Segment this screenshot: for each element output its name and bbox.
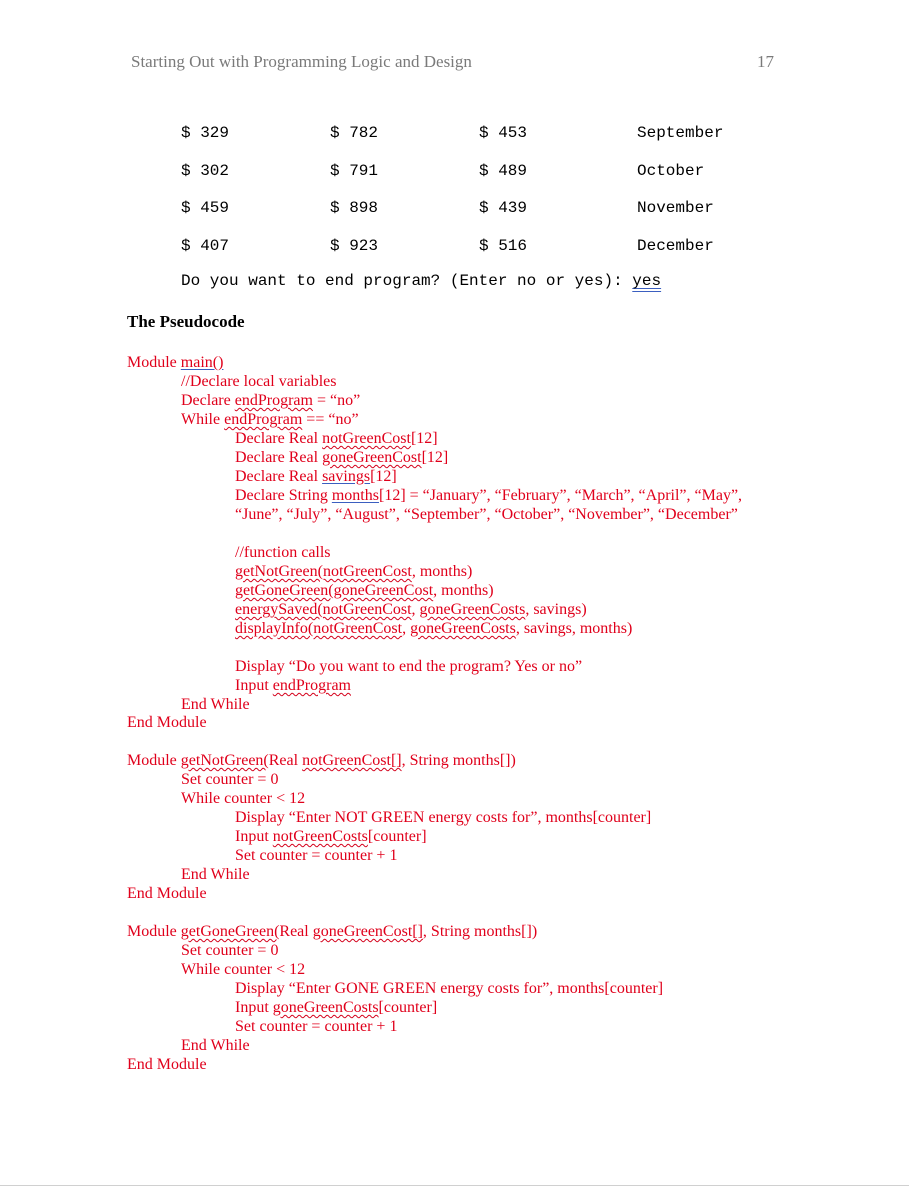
code-token: displayInfo(notGreenCost xyxy=(235,620,403,637)
code-line: End While xyxy=(181,696,250,713)
prompt-text: Do you want to end program? (Enter no or yes): xyxy=(181,272,633,290)
code-token: notGreenCost[] xyxy=(302,752,402,769)
code-line: Set counter = counter + 1 xyxy=(235,847,398,864)
code-line: Set counter = counter + 1 xyxy=(235,1018,398,1035)
code-token: main() xyxy=(180,354,224,371)
output-cell: $ 329 xyxy=(181,124,230,142)
code-token: notGreenCosts xyxy=(272,828,368,845)
code-line xyxy=(235,998,437,1017)
code-token: energySaved(notGreenCost xyxy=(235,601,412,618)
output-cell: $ 782 xyxy=(330,124,379,142)
code-line: End Module xyxy=(127,1056,207,1073)
code-text: Real xyxy=(279,923,313,940)
code-line: While counter < 12 xyxy=(181,961,306,978)
code-token: savings xyxy=(322,468,371,485)
code-text: , xyxy=(411,601,420,618)
code-text: Declare Real xyxy=(235,449,323,466)
code-line: End Module xyxy=(127,714,207,731)
code-text: == “no” xyxy=(302,411,359,428)
output-cell: $ 439 xyxy=(479,199,528,217)
code-token: goneGreenCost[] xyxy=(312,923,423,940)
code-text: Declare String xyxy=(235,487,332,504)
code-line: Set counter = 0 xyxy=(181,942,279,959)
running-header-title: Starting Out with Programming Logic and Design xyxy=(131,52,472,71)
code-text: , months) xyxy=(411,563,473,580)
end-program-prompt xyxy=(181,272,661,290)
code-text: [12] xyxy=(370,468,397,485)
code-text: Module xyxy=(127,354,181,371)
section-heading: The Pseudocode xyxy=(127,312,245,331)
code-line xyxy=(235,600,587,619)
code-line: End Module xyxy=(127,885,207,902)
code-text: [12] xyxy=(410,430,438,447)
code-text: Real xyxy=(268,752,303,769)
code-token: endProgram xyxy=(234,392,313,409)
code-line xyxy=(127,353,223,372)
code-token: goneGreenCosts xyxy=(419,601,526,618)
code-text: , savings, months) xyxy=(515,620,633,637)
code-text: Declare Real xyxy=(235,430,323,447)
code-text: Input xyxy=(235,999,273,1016)
code-text: Declare Real xyxy=(235,468,323,485)
code-text: Module xyxy=(127,923,181,940)
page-bottom-divider xyxy=(0,1185,909,1186)
code-line: //function calls xyxy=(235,544,331,561)
output-cell: $ 302 xyxy=(181,162,230,180)
output-cell: September xyxy=(637,124,724,142)
output-cell: $ 459 xyxy=(181,199,230,217)
code-token: endProgram xyxy=(272,677,351,694)
page-number: 17 xyxy=(757,52,774,71)
output-cell: $ 791 xyxy=(330,162,379,180)
code-line: End While xyxy=(181,1037,250,1054)
code-line xyxy=(235,429,438,448)
output-cell: $ 489 xyxy=(479,162,528,180)
code-token: goneGreenCosts xyxy=(272,999,379,1016)
code-token: notGreenCost xyxy=(322,430,411,447)
code-text: = “no” xyxy=(312,392,361,409)
output-cell: October xyxy=(637,162,705,180)
output-cell: $ 453 xyxy=(479,124,528,142)
code-text: , String months[]) xyxy=(422,923,538,940)
code-token: months xyxy=(331,487,379,504)
code-text: [counter] xyxy=(367,828,427,845)
prompt-answer: yes xyxy=(632,272,662,290)
code-text: , xyxy=(402,620,411,637)
code-line xyxy=(235,827,427,846)
code-line xyxy=(235,467,397,486)
output-cell: December xyxy=(637,237,714,255)
code-text: Input xyxy=(235,828,273,845)
code-line xyxy=(181,410,359,429)
code-line xyxy=(235,619,632,638)
code-line xyxy=(181,391,360,410)
code-text: While xyxy=(181,411,225,428)
code-line xyxy=(235,448,448,467)
code-text: [12] = “January”, “February”, “March”, “April”, “May”, xyxy=(378,487,743,504)
code-line: Display “Enter GONE GREEN energy costs for”, months[counter] xyxy=(235,980,664,997)
code-text: Input xyxy=(235,677,273,694)
code-text: , savings) xyxy=(525,601,587,618)
code-token: getNotGreen( xyxy=(180,752,269,769)
code-token: goneGreenCost xyxy=(322,449,422,466)
code-token: getGoneGreen( xyxy=(180,923,280,940)
code-token: getGoneGreen(goneGreenCost xyxy=(235,582,434,599)
code-token: endProgram xyxy=(224,411,303,428)
code-line: End While xyxy=(181,866,250,883)
code-line xyxy=(235,486,742,505)
code-token: goneGreenCosts xyxy=(410,620,516,637)
code-line: Set counter = 0 xyxy=(181,771,279,788)
code-line xyxy=(235,562,472,581)
code-line: Display “Enter NOT GREEN energy costs for”, months[counter] xyxy=(235,809,652,826)
code-token: getNotGreen(notGreenCost xyxy=(235,563,412,580)
output-cell: $ 898 xyxy=(330,199,379,217)
code-text: [counter] xyxy=(378,999,438,1016)
output-cell: November xyxy=(637,199,714,217)
code-line: //Declare local variables xyxy=(181,373,337,390)
code-text: Declare xyxy=(181,392,235,409)
code-text: Module xyxy=(127,752,181,769)
output-cell: $ 407 xyxy=(181,237,230,255)
code-line: While counter < 12 xyxy=(181,790,306,807)
code-text: , String months[]) xyxy=(401,752,516,769)
code-line: “June”, “July”, “August”, “September”, “October”, “November”, “December” xyxy=(235,506,738,523)
code-line xyxy=(127,751,516,770)
code-text: [12] xyxy=(421,449,449,466)
code-line xyxy=(235,581,494,600)
output-cell: $ 516 xyxy=(479,237,528,255)
code-line: Display “Do you want to end the program? Yes or no” xyxy=(235,658,583,675)
code-text: , months) xyxy=(433,582,494,599)
output-cell: $ 923 xyxy=(330,237,379,255)
code-line xyxy=(235,676,351,695)
code-line xyxy=(127,922,537,941)
